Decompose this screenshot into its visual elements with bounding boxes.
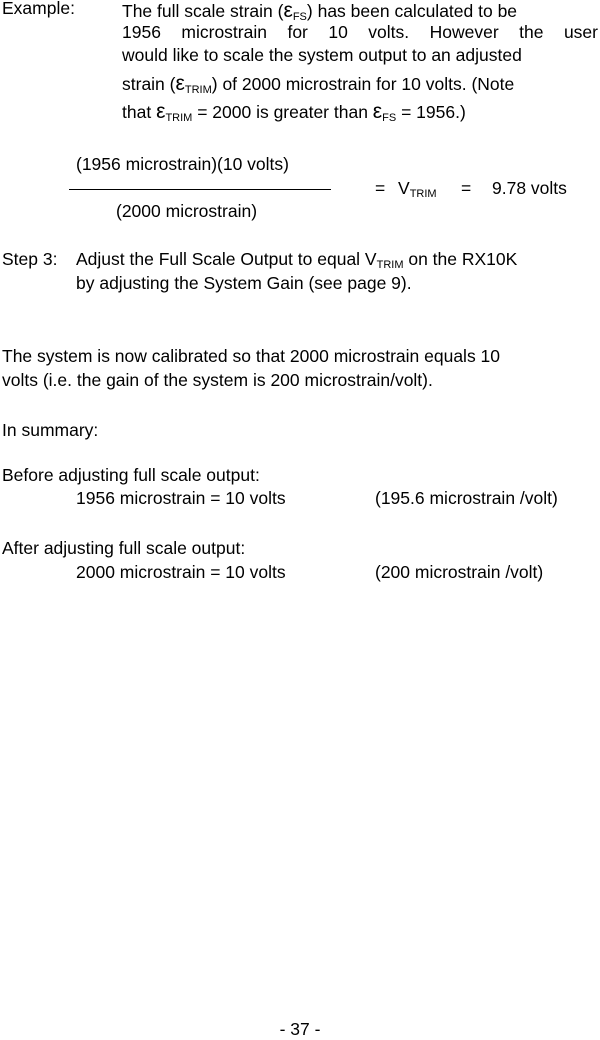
example-label: Example: — [2, 0, 75, 18]
after-gain: (200 microstrain /volt) — [375, 562, 544, 582]
epsilon-symbol: ε — [372, 100, 383, 123]
v-subscript-trim: TRIM — [409, 188, 437, 200]
example-line-3: would like to scale the system output to an adjusted — [122, 45, 522, 65]
equation-numerator: (1956 microstrain)(10 volts) — [76, 154, 289, 174]
example-line-1-text-b: ) has been calculated to be — [306, 1, 518, 21]
epsilon-symbol: ε — [283, 0, 293, 22]
equation-equals-1: = — [375, 178, 386, 198]
calibrated-line-1: The system is now calibrated so that 2000 microstrain equals 10 — [2, 346, 501, 366]
example-line-4-text-b: ) of 2000 microstrain for 10 volts. (Note — [211, 74, 515, 94]
example-line-1-text-a: The full scale strain ( — [122, 1, 284, 21]
epsilon-symbol: ε — [156, 100, 166, 123]
page-number: - 37 - — [279, 1019, 321, 1039]
equation-result: 9.78 volts — [492, 178, 567, 198]
equation-v-trim — [398, 180, 437, 198]
step3-line-1-text-a: Adjust the Full Scale Output to equal V — [76, 249, 377, 269]
after-heading: After adjusting full scale output: — [2, 538, 246, 558]
before-gain: (195.6 microstrain /volt) — [375, 488, 558, 508]
example-line-5-text-a: that — [122, 102, 157, 122]
subscript-fs: FS — [382, 112, 397, 124]
epsilon-symbol: ε — [175, 72, 185, 95]
subscript-fs: FS — [292, 11, 307, 23]
step3-subscript-trim: TRIM — [376, 259, 404, 271]
subscript-trim: TRIM — [184, 84, 212, 96]
example-line-5 — [122, 101, 466, 122]
before-heading: Before adjusting full scale output: — [2, 465, 260, 485]
example-line-5-text-b: = 2000 is greater than — [192, 102, 373, 122]
after-value: 2000 microstrain = 10 volts — [76, 562, 286, 582]
equation-equals-2: = — [461, 178, 472, 198]
calibrated-line-2: volts (i.e. the gain of the system is 200 microstrain/volt). — [2, 370, 433, 390]
step3-line-1-text-b: on the RX10K — [403, 249, 518, 269]
step3-line-1 — [76, 251, 517, 269]
fraction-bar — [69, 189, 331, 190]
example-line-1 — [122, 0, 598, 21]
step3-line-2: by adjusting the System Gain (see page 9). — [76, 273, 412, 293]
step3-label: Step 3: — [2, 249, 58, 269]
example-line-4-text-a: strain ( — [122, 74, 176, 94]
summary-heading: In summary: — [2, 420, 99, 440]
v-letter: V — [398, 178, 410, 198]
equation-denominator: (2000 microstrain) — [116, 201, 258, 221]
before-value: 1956 microstrain = 10 volts — [76, 488, 286, 508]
example-line-4 — [122, 73, 514, 94]
example-line-2: 1956 microstrain for 10 volts. However the user — [122, 22, 598, 42]
example-line-5-text-c: = 1956.) — [396, 102, 466, 122]
subscript-trim: TRIM — [165, 112, 193, 124]
